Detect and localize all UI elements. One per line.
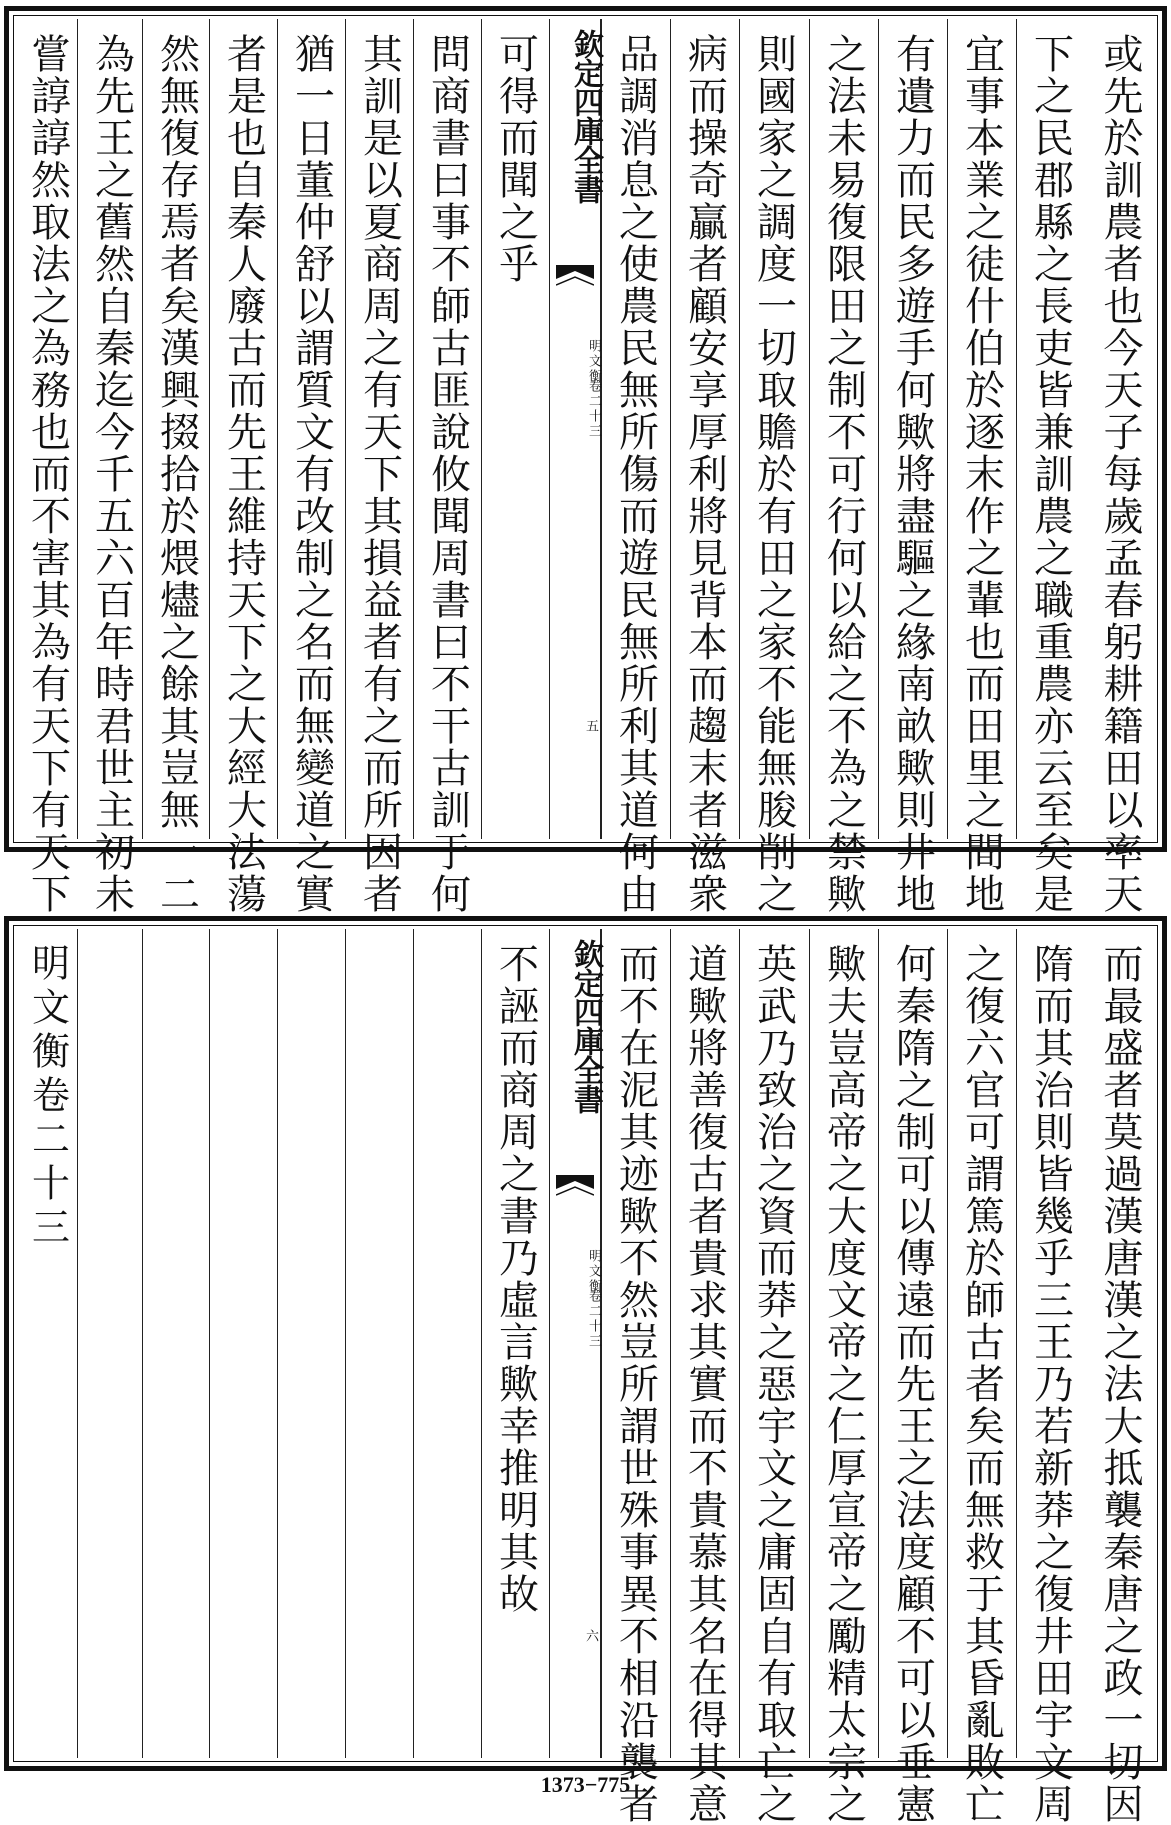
column-text: 或先於訓農者也今天子每歲孟春躬耕籍田以率天 [1097, 33, 1143, 915]
text-column [670, 19, 738, 915]
column-text: 其訓是以夏商周之有天下其損益者有之而所因者 [356, 33, 403, 915]
text-column [277, 19, 345, 915]
empty-column [345, 929, 413, 1758]
text-column [142, 19, 210, 915]
column-text: 問商書曰事不師古匪說攸聞周書曰不干古訓于何 [424, 33, 471, 915]
collection-label: 明文衡 [586, 339, 601, 384]
column-text: 則國家之調度一切取贍於有田之家不能無朘削之 [750, 33, 797, 915]
fishtail-ornament [556, 1175, 594, 1205]
text-column [670, 929, 738, 1825]
column-text: 之法未易復限田之制不可行何以給之不為之禁歟 [820, 33, 867, 915]
empty-column [77, 929, 145, 1758]
text-column [413, 19, 481, 915]
center-fold [549, 19, 601, 839]
text-column [1016, 19, 1084, 915]
column-text: 猶一日董仲舒以謂質文有改制之名而無變道之實 [288, 33, 335, 915]
column-text: 歟夫豈高帝之大度文帝之仁厚宣帝之勵精太宗之 [820, 943, 867, 1825]
text-column [77, 19, 145, 915]
column-text: 之復六官可謂篤於師古者矣而無救于其昏亂敗亡 [958, 943, 1005, 1825]
column-text: 然無復存焉者矣漢興掇拾於煨燼之餘其豈無一二 [153, 33, 200, 915]
book-title: 欽定四庫全書 [568, 29, 603, 203]
leaf-number: 五 [583, 719, 598, 732]
text-column [809, 929, 877, 1825]
footer-code: 1373−775 [540, 1772, 631, 1797]
empty-column [277, 929, 345, 1758]
leaf-number: 六 [583, 1629, 598, 1642]
empty-column [142, 929, 210, 1758]
text-column [13, 19, 81, 915]
column-text: 不誣而商周之書乃虛言歟幸推明其故 [492, 943, 539, 1615]
volume-label: 卷二十三 [586, 1289, 601, 1349]
column-text: 何秦隋之制可以傳遠而先王之法度顧不可以垂憲 [889, 943, 936, 1825]
text-column [1086, 929, 1154, 1825]
collection-label: 明文衡 [586, 1249, 601, 1294]
text-column [878, 929, 946, 1825]
column-text: 品調消息之使農民無所傷而遊民無所利其道何由 [612, 33, 659, 915]
text-column [1086, 19, 1154, 915]
end-heading: 明文衡卷二十三 [25, 943, 70, 1251]
column-text: 者是也自秦人廢古而先王維持天下之大經大法蕩 [220, 33, 267, 915]
top-page [4, 6, 1167, 915]
column-text: 下之民郡縣之長吏皆兼訓農之職重農亦云至矣是 [1027, 33, 1074, 915]
column-text: 英武乃致治之資而莽之惡宇文之庸固自有取亡之 [750, 943, 797, 1825]
text-column [1016, 929, 1084, 1825]
column-text: 有遺力而民多遊手何歟將盡驅之緣南畝歟則井地 [889, 33, 936, 915]
text-column [947, 929, 1015, 1825]
text-column [209, 19, 277, 915]
text-column [878, 19, 946, 915]
column-text: 嘗諄諄然取法之為務也而不害其為有天下有天下 [24, 33, 71, 915]
empty-column [413, 929, 481, 1758]
text-column [481, 929, 549, 1758]
book-title: 欽定四庫全書 [568, 939, 603, 1113]
column-text: 隋而其治則皆幾乎三王乃若新莽之復井田宇文周 [1027, 943, 1074, 1825]
text-column [481, 19, 549, 839]
text-column [739, 19, 807, 915]
volume-label: 卷二十三 [586, 379, 601, 439]
fishtail-ornament [556, 265, 594, 295]
column-text: 可得而聞之乎 [492, 33, 539, 285]
center-fold [549, 929, 601, 1758]
empty-column [209, 929, 277, 1758]
end-heading-column [13, 929, 81, 1758]
text-column [601, 929, 669, 1825]
column-text: 為先王之舊然自秦迄今千五六百年時君世主初未 [88, 33, 135, 915]
text-column [345, 19, 413, 915]
column-text: 病而操奇贏者顧安享厚利將見背本而趨末者滋衆 [681, 33, 728, 915]
column-text: 而不在泥其迹歟不然豈所謂世殊事異不相沿襲者 [612, 943, 659, 1825]
column-text: 宜事本業之徒什伯於逐末作之輩也而田里之間地 [958, 33, 1005, 915]
text-column [809, 19, 877, 915]
text-column [601, 19, 669, 915]
column-text: 而最盛者莫過漢唐漢之法大抵襲秦唐之政一切因 [1097, 943, 1143, 1825]
column-text: 道歟將善復古者貴求其實而不貴慕其名在得其意 [681, 943, 728, 1825]
text-column [739, 929, 807, 1825]
text-column [947, 19, 1015, 915]
